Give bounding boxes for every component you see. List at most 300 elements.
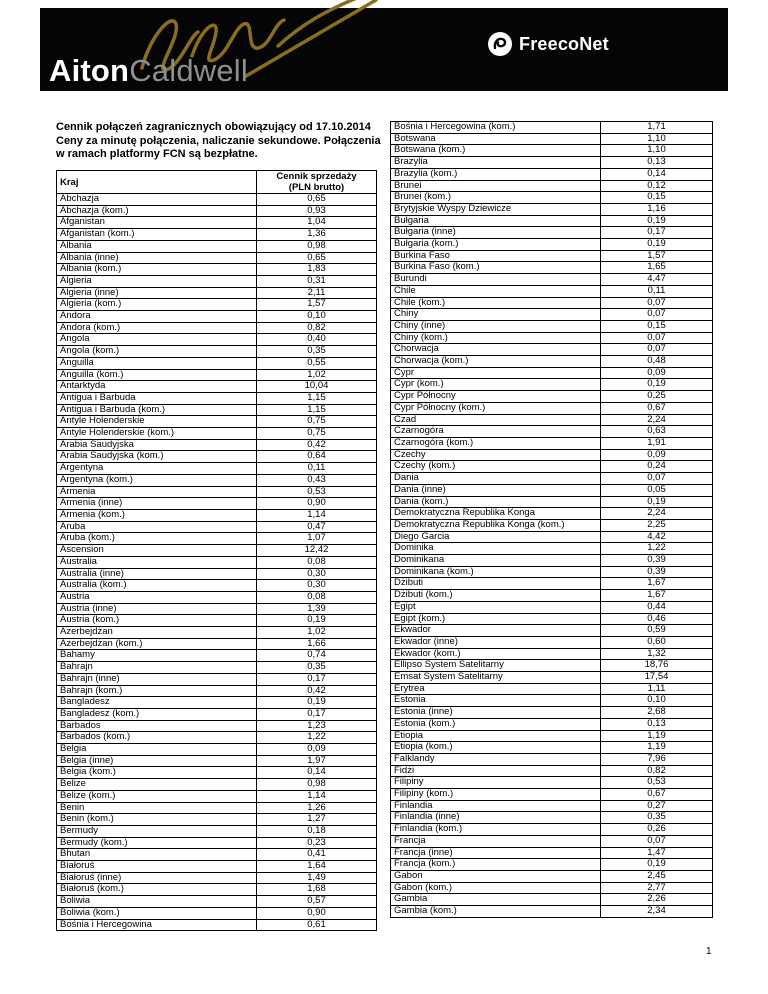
country-cell: Anguilla bbox=[57, 357, 257, 369]
country-cell: Chorwacja (kom.) bbox=[391, 356, 601, 368]
table-row bbox=[391, 426, 713, 438]
price-cell: 0,15 bbox=[601, 192, 713, 204]
table-row bbox=[57, 638, 377, 650]
country-cell: Abchazja bbox=[57, 194, 257, 206]
country-cell: Benin bbox=[57, 802, 257, 814]
country-cell: Fidżi bbox=[391, 765, 601, 777]
country-cell: Azerbejdżan bbox=[57, 627, 257, 639]
column-header-price bbox=[257, 171, 377, 194]
price-cell: 0,24 bbox=[601, 461, 713, 473]
price-cell: 1,64 bbox=[257, 861, 377, 873]
country-cell: Chiny (kom.) bbox=[391, 332, 601, 344]
table-row bbox=[57, 287, 377, 299]
country-cell: Arabia Saudyjska bbox=[57, 439, 257, 451]
country-cell: Bahrajn (kom.) bbox=[57, 685, 257, 697]
country-cell: Filipiny bbox=[391, 777, 601, 789]
table-row bbox=[57, 229, 377, 241]
table-row bbox=[57, 545, 377, 557]
price-cell: 0,11 bbox=[601, 285, 713, 297]
price-cell: 1,57 bbox=[257, 299, 377, 311]
price-cell: 2,11 bbox=[257, 287, 377, 299]
table-row bbox=[391, 496, 713, 508]
country-cell: Bułgaria (inne) bbox=[391, 227, 601, 239]
price-cell: 1,15 bbox=[257, 404, 377, 416]
country-cell: Ekwador (kom.) bbox=[391, 648, 601, 660]
brand-caldwell: Caldwell bbox=[129, 53, 248, 88]
table-row bbox=[57, 802, 377, 814]
table-row bbox=[391, 379, 713, 391]
country-cell: Gambia bbox=[391, 894, 601, 906]
country-cell: Etiopia (kom.) bbox=[391, 742, 601, 754]
country-cell: Czechy bbox=[391, 449, 601, 461]
table-row bbox=[57, 919, 377, 931]
country-cell: Barbados (kom.) bbox=[57, 732, 257, 744]
table-row bbox=[391, 168, 713, 180]
country-cell: Brunei bbox=[391, 180, 601, 192]
table-row bbox=[57, 486, 377, 498]
price-cell: 0,53 bbox=[257, 486, 377, 498]
brand-aiton: Aiton bbox=[49, 53, 130, 88]
table-row bbox=[391, 590, 713, 602]
price-cell: 1,39 bbox=[257, 603, 377, 615]
country-cell: Ekwador bbox=[391, 625, 601, 637]
rates-table-right bbox=[390, 121, 713, 918]
price-cell: 0,30 bbox=[257, 568, 377, 580]
price-cell: 0,07 bbox=[601, 297, 713, 309]
table-row bbox=[57, 498, 377, 510]
price-cell: 0,98 bbox=[257, 240, 377, 252]
price-cell: 0,55 bbox=[257, 357, 377, 369]
country-cell: Bermudy (kom.) bbox=[57, 837, 257, 849]
table-row bbox=[57, 334, 377, 346]
country-cell: Antigua i Barbuda bbox=[57, 392, 257, 404]
table-row bbox=[57, 381, 377, 393]
table-row bbox=[57, 240, 377, 252]
rates-table-left bbox=[56, 170, 377, 931]
price-cell: 0,19 bbox=[257, 615, 377, 627]
price-cell: 10,04 bbox=[257, 381, 377, 393]
price-cell: 0,18 bbox=[257, 825, 377, 837]
price-cell: 0,10 bbox=[601, 695, 713, 707]
price-cell: 0,19 bbox=[601, 379, 713, 391]
country-cell: Chile (kom.) bbox=[391, 297, 601, 309]
table-row bbox=[391, 765, 713, 777]
country-cell: Etiopia bbox=[391, 730, 601, 742]
price-cell: 0,09 bbox=[601, 367, 713, 379]
price-cell: 0,19 bbox=[601, 215, 713, 227]
table-row bbox=[391, 320, 713, 332]
country-cell: Dżibuti bbox=[391, 578, 601, 590]
table-row bbox=[57, 439, 377, 451]
price-cell: 0,08 bbox=[257, 591, 377, 603]
freeconet-icon bbox=[488, 32, 512, 56]
price-cell: 1,23 bbox=[257, 720, 377, 732]
table-row bbox=[57, 755, 377, 767]
price-cell: 4,47 bbox=[601, 274, 713, 286]
price-cell: 0,65 bbox=[257, 194, 377, 206]
price-cell: 1,36 bbox=[257, 229, 377, 241]
price-header-line1: Cennik sprzedaży bbox=[276, 171, 357, 182]
table-row bbox=[391, 660, 713, 672]
price-cell: 0,19 bbox=[601, 859, 713, 871]
country-cell: Armenia (inne) bbox=[57, 498, 257, 510]
table-row bbox=[57, 428, 377, 440]
table-row bbox=[57, 685, 377, 697]
table-row bbox=[391, 239, 713, 251]
price-cell: 1,07 bbox=[257, 533, 377, 545]
country-cell: Chiny bbox=[391, 309, 601, 321]
price-cell: 0,63 bbox=[601, 426, 713, 438]
country-cell: Belgia (inne) bbox=[57, 755, 257, 767]
country-cell: Algieria (kom.) bbox=[57, 299, 257, 311]
price-cell: 1,04 bbox=[257, 217, 377, 229]
price-cell: 1,66 bbox=[257, 638, 377, 650]
table-row bbox=[391, 402, 713, 414]
country-cell: Chorwacja bbox=[391, 344, 601, 356]
country-cell: Antarktyda bbox=[57, 381, 257, 393]
table-row bbox=[57, 837, 377, 849]
country-cell: Białoruś (inne) bbox=[57, 872, 257, 884]
page-number: 1 bbox=[706, 946, 712, 957]
table-row bbox=[391, 519, 713, 531]
table-row bbox=[391, 695, 713, 707]
table-row bbox=[391, 122, 713, 134]
country-cell: Finlandia bbox=[391, 800, 601, 812]
price-cell: 0,23 bbox=[257, 837, 377, 849]
country-cell: Francja bbox=[391, 835, 601, 847]
price-cell: 0,13 bbox=[601, 718, 713, 730]
price-cell: 0,67 bbox=[601, 789, 713, 801]
country-cell: Dania (kom.) bbox=[391, 496, 601, 508]
country-cell: Brazylia (kom.) bbox=[391, 168, 601, 180]
price-cell: 18,76 bbox=[601, 660, 713, 672]
column-header-country: Kraj bbox=[57, 171, 257, 194]
table-row bbox=[57, 779, 377, 791]
country-cell: Ascension bbox=[57, 545, 257, 557]
country-cell: Albania (inne) bbox=[57, 252, 257, 264]
price-cell: 2,68 bbox=[601, 707, 713, 719]
table-row bbox=[57, 708, 377, 720]
table-row bbox=[391, 484, 713, 496]
price-cell: 2,26 bbox=[601, 894, 713, 906]
price-cell: 1,26 bbox=[257, 802, 377, 814]
country-cell: Boliwia (kom.) bbox=[57, 907, 257, 919]
table-row bbox=[391, 625, 713, 637]
country-cell: Dominikana bbox=[391, 555, 601, 567]
table-row bbox=[391, 145, 713, 157]
table-row bbox=[391, 847, 713, 859]
country-cell: Cypr bbox=[391, 367, 601, 379]
country-cell: Boliwia bbox=[57, 896, 257, 908]
price-cell: 0,08 bbox=[257, 556, 377, 568]
table-row bbox=[57, 744, 377, 756]
table-row bbox=[57, 252, 377, 264]
table-row bbox=[391, 601, 713, 613]
intro-text bbox=[56, 121, 386, 162]
table-row bbox=[57, 369, 377, 381]
price-header-line2: (PLN brutto) bbox=[288, 182, 345, 193]
table-row bbox=[57, 404, 377, 416]
price-cell: 1,27 bbox=[257, 814, 377, 826]
price-cell: 0,41 bbox=[257, 849, 377, 861]
table-row bbox=[391, 203, 713, 215]
table-row bbox=[391, 285, 713, 297]
table-row bbox=[57, 673, 377, 685]
price-cell: 12,42 bbox=[257, 545, 377, 557]
country-cell: Chiny (inne) bbox=[391, 320, 601, 332]
price-cell: 0,42 bbox=[257, 685, 377, 697]
country-cell: Afganistan (kom.) bbox=[57, 229, 257, 241]
country-cell: Andora (kom.) bbox=[57, 322, 257, 334]
price-cell: 7,96 bbox=[601, 753, 713, 765]
country-cell: Dominika bbox=[391, 543, 601, 555]
price-cell: 1,22 bbox=[257, 732, 377, 744]
price-cell: 0,39 bbox=[601, 555, 713, 567]
table-row bbox=[391, 555, 713, 567]
table-row bbox=[57, 556, 377, 568]
price-cell: 1,47 bbox=[601, 847, 713, 859]
price-cell: 1,14 bbox=[257, 790, 377, 802]
price-cell: 1,11 bbox=[601, 683, 713, 695]
price-cell: 0,05 bbox=[601, 484, 713, 496]
country-cell: Cypr Północny bbox=[391, 391, 601, 403]
price-cell: 1,65 bbox=[601, 262, 713, 274]
country-cell: Bahrajn bbox=[57, 662, 257, 674]
country-cell: Bahamy bbox=[57, 650, 257, 662]
table-row bbox=[57, 650, 377, 662]
country-cell: Azerbejdżan (kom.) bbox=[57, 638, 257, 650]
price-cell: 0,35 bbox=[257, 662, 377, 674]
table-row bbox=[391, 578, 713, 590]
table-row bbox=[391, 297, 713, 309]
country-cell: Australia (kom.) bbox=[57, 580, 257, 592]
price-cell: 0,17 bbox=[257, 673, 377, 685]
price-cell: 0,42 bbox=[257, 439, 377, 451]
price-cell: 2,34 bbox=[601, 906, 713, 918]
price-cell: 1,83 bbox=[257, 264, 377, 276]
price-cell: 1,19 bbox=[601, 730, 713, 742]
table-row bbox=[57, 357, 377, 369]
country-cell: Belize bbox=[57, 779, 257, 791]
country-cell: Egipt bbox=[391, 601, 601, 613]
country-cell: Ellipso System Satelitarny bbox=[391, 660, 601, 672]
table-row bbox=[57, 627, 377, 639]
country-cell: Belize (kom.) bbox=[57, 790, 257, 802]
table-row bbox=[391, 636, 713, 648]
country-cell: Dżibuti (kom.) bbox=[391, 590, 601, 602]
table-row bbox=[391, 859, 713, 871]
table-row bbox=[391, 871, 713, 883]
country-cell: Austria (kom.) bbox=[57, 615, 257, 627]
price-cell: 0,46 bbox=[601, 613, 713, 625]
price-cell: 0,93 bbox=[257, 205, 377, 217]
table-row bbox=[391, 473, 713, 485]
table-row bbox=[391, 718, 713, 730]
country-cell: Burundi bbox=[391, 274, 601, 286]
country-cell: Austria (inne) bbox=[57, 603, 257, 615]
country-cell: Botswana bbox=[391, 133, 601, 145]
price-cell: 0,74 bbox=[257, 650, 377, 662]
price-cell: 0,57 bbox=[257, 896, 377, 908]
table-row bbox=[57, 849, 377, 861]
country-cell: Armenia bbox=[57, 486, 257, 498]
price-cell: 0,48 bbox=[601, 356, 713, 368]
price-cell: 0,59 bbox=[601, 625, 713, 637]
table-row bbox=[57, 896, 377, 908]
table-row bbox=[57, 474, 377, 486]
table-row bbox=[391, 250, 713, 262]
price-cell: 0,14 bbox=[257, 767, 377, 779]
country-cell: Antyle Holenderskie bbox=[57, 416, 257, 428]
country-cell: Erytrea bbox=[391, 683, 601, 695]
price-cell: 0,19 bbox=[601, 496, 713, 508]
table-row bbox=[57, 509, 377, 521]
country-cell: Finlandia (kom.) bbox=[391, 824, 601, 836]
table-row bbox=[57, 697, 377, 709]
table-row bbox=[391, 437, 713, 449]
country-cell: Burkina Faso bbox=[391, 250, 601, 262]
country-cell: Bhutan bbox=[57, 849, 257, 861]
country-cell: Barbados bbox=[57, 720, 257, 732]
intro-line-1: Cennik połączeń zagranicznych obowiązujący od 17.10.2014 bbox=[56, 121, 371, 133]
table-row bbox=[391, 566, 713, 578]
country-cell: Albania (kom.) bbox=[57, 264, 257, 276]
country-cell: Australia bbox=[57, 556, 257, 568]
price-cell: 0,75 bbox=[257, 428, 377, 440]
price-cell: 0,35 bbox=[257, 346, 377, 358]
price-cell: 0,60 bbox=[601, 636, 713, 648]
country-cell: Antyle Holenderskie (kom.) bbox=[57, 428, 257, 440]
country-cell: Bułgaria (kom.) bbox=[391, 239, 601, 251]
price-cell: 2,24 bbox=[601, 508, 713, 520]
price-cell: 0,17 bbox=[601, 227, 713, 239]
country-cell: Argentyna (kom.) bbox=[57, 474, 257, 486]
table-row bbox=[57, 907, 377, 919]
price-cell: 1,97 bbox=[257, 755, 377, 767]
country-cell: Albania bbox=[57, 240, 257, 252]
price-cell: 0,27 bbox=[601, 800, 713, 812]
table-row bbox=[391, 227, 713, 239]
price-cell: 0,90 bbox=[257, 498, 377, 510]
table-row bbox=[391, 789, 713, 801]
table-row bbox=[391, 648, 713, 660]
country-cell: Białoruś bbox=[57, 861, 257, 873]
country-cell: Filipiny (kom.) bbox=[391, 789, 601, 801]
country-cell: Algieria (inne) bbox=[57, 287, 257, 299]
table-row bbox=[57, 299, 377, 311]
country-cell: Algieria bbox=[57, 275, 257, 287]
price-cell: 1,57 bbox=[601, 250, 713, 262]
price-cell: 2,77 bbox=[601, 882, 713, 894]
table-row bbox=[57, 814, 377, 826]
price-cell: 0,11 bbox=[257, 463, 377, 475]
country-cell: Bośnia i Hercegowina bbox=[57, 919, 257, 931]
table-row bbox=[391, 882, 713, 894]
country-cell: Burkina Faso (kom.) bbox=[391, 262, 601, 274]
country-cell: Austria bbox=[57, 591, 257, 603]
price-cell: 1,67 bbox=[601, 590, 713, 602]
table-row bbox=[391, 894, 713, 906]
price-cell: 0,44 bbox=[601, 601, 713, 613]
table-row bbox=[391, 508, 713, 520]
price-cell: 0,26 bbox=[601, 824, 713, 836]
country-cell: Dania bbox=[391, 473, 601, 485]
table-row bbox=[57, 521, 377, 533]
country-cell: Finlandia (inne) bbox=[391, 812, 601, 824]
country-cell: Demokratyczna Republika Konga (kom.) bbox=[391, 519, 601, 531]
table-row bbox=[391, 332, 713, 344]
rates-table-left-container bbox=[56, 170, 376, 931]
country-cell: Abchazja (kom.) bbox=[57, 205, 257, 217]
table-row bbox=[391, 824, 713, 836]
price-cell: 1,10 bbox=[601, 145, 713, 157]
intro-line-2: Ceny za minutę połączenia, naliczanie sekundowe. Połączenia bbox=[56, 134, 381, 147]
table-row bbox=[391, 777, 713, 789]
table-header-row bbox=[57, 171, 377, 194]
country-cell: Estonia bbox=[391, 695, 601, 707]
table-row bbox=[391, 391, 713, 403]
country-cell: Dominikana (kom.) bbox=[391, 566, 601, 578]
table-row bbox=[391, 180, 713, 192]
country-cell: Czarnogóra (kom.) bbox=[391, 437, 601, 449]
table-row bbox=[391, 613, 713, 625]
right-table-body bbox=[391, 122, 713, 918]
price-cell: 1,10 bbox=[601, 133, 713, 145]
table-row bbox=[57, 615, 377, 627]
table-row bbox=[57, 205, 377, 217]
table-row bbox=[57, 392, 377, 404]
price-cell: 1,22 bbox=[601, 543, 713, 555]
country-cell: Andora bbox=[57, 311, 257, 323]
country-cell: Armenia (kom.) bbox=[57, 509, 257, 521]
table-row bbox=[391, 753, 713, 765]
table-row bbox=[391, 367, 713, 379]
country-cell: Białoruś (kom.) bbox=[57, 884, 257, 896]
price-cell: 0,64 bbox=[257, 451, 377, 463]
price-cell: 1,15 bbox=[257, 392, 377, 404]
price-cell: 0,39 bbox=[601, 566, 713, 578]
price-cell: 0,13 bbox=[601, 157, 713, 169]
price-cell: 1,14 bbox=[257, 509, 377, 521]
table-row bbox=[391, 906, 713, 918]
table-row bbox=[57, 861, 377, 873]
price-cell: 0,07 bbox=[601, 473, 713, 485]
country-cell: Bangladesz bbox=[57, 697, 257, 709]
table-row bbox=[391, 449, 713, 461]
table-row bbox=[57, 720, 377, 732]
table-row bbox=[391, 730, 713, 742]
table-row bbox=[391, 133, 713, 145]
country-cell: Gabon bbox=[391, 871, 601, 883]
table-row bbox=[391, 215, 713, 227]
price-cell: 0,47 bbox=[257, 521, 377, 533]
country-cell: Brunei (kom.) bbox=[391, 192, 601, 204]
country-cell: Estonia (inne) bbox=[391, 707, 601, 719]
country-cell: Cypr (kom.) bbox=[391, 379, 601, 391]
table-row bbox=[391, 683, 713, 695]
table-row bbox=[391, 461, 713, 473]
country-cell: Czad bbox=[391, 414, 601, 426]
table-row bbox=[57, 463, 377, 475]
country-cell: Brazylia bbox=[391, 157, 601, 169]
price-cell: 0,19 bbox=[601, 239, 713, 251]
left-table-body bbox=[57, 194, 377, 931]
price-cell: 0,07 bbox=[601, 344, 713, 356]
table-row bbox=[57, 322, 377, 334]
country-cell: Gambia (kom.) bbox=[391, 906, 601, 918]
price-cell: 0,90 bbox=[257, 907, 377, 919]
price-cell: 0,17 bbox=[257, 708, 377, 720]
